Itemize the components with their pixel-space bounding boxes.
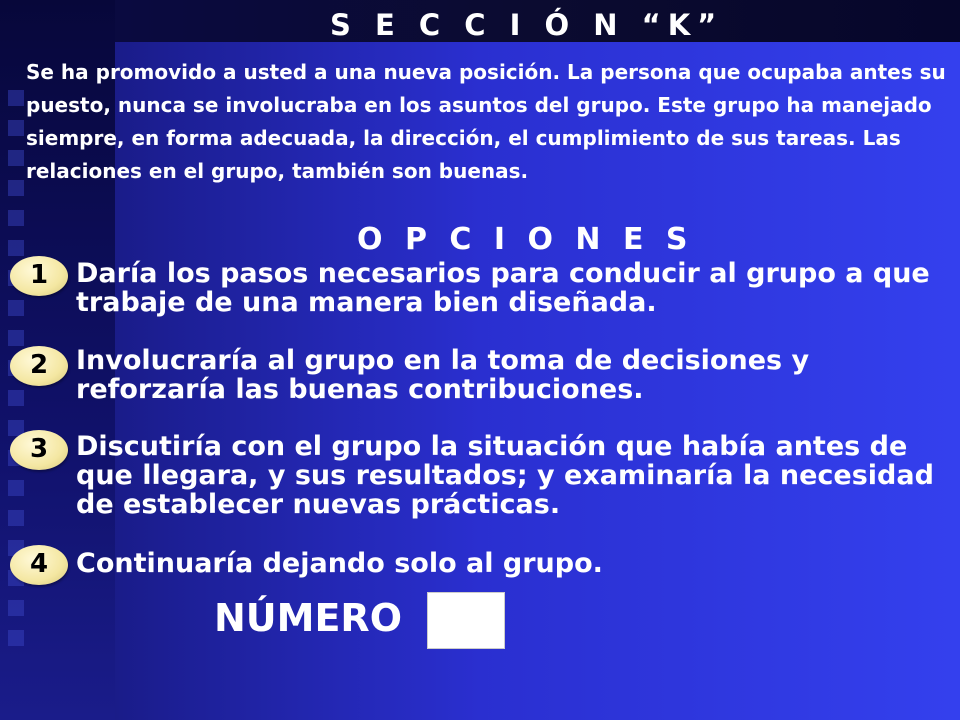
option-number-badge: 3 xyxy=(10,430,68,470)
scenario-text: Se ha promovido a usted a una nueva posición. La persona que ocupaba antes su puesto, nunca se involucraba en los asuntos del grupo. Este grupo ha manejado siempre, en forma adecuada, la dirección, el cumplimiento de sus tareas. Las relaciones en el grupo, también son buenas. xyxy=(26,60,946,183)
option-number-badge: 4 xyxy=(10,545,68,585)
answer-label: NÚMERO xyxy=(214,596,402,640)
decorative-square xyxy=(8,90,24,106)
decorative-square xyxy=(8,330,24,346)
section-title: S E C C I Ó N “K” xyxy=(330,8,724,42)
decorative-square xyxy=(8,180,24,196)
decorative-square xyxy=(8,480,24,496)
decorative-square xyxy=(8,210,24,226)
decorative-square xyxy=(8,240,24,256)
decorative-square xyxy=(8,630,24,646)
option-number-badge: 1 xyxy=(10,256,68,296)
option-text: Involucraría al grupo en la toma de decisiones y reforzaría las buenas contribuciones. xyxy=(76,345,810,405)
decorative-square xyxy=(8,120,24,136)
answer-input-box[interactable] xyxy=(427,592,505,649)
options-title: O P C I O N E S xyxy=(357,222,694,257)
decorative-square xyxy=(8,510,24,526)
decorative-square xyxy=(8,300,24,316)
decorative-square xyxy=(8,150,24,166)
decorative-square xyxy=(8,600,24,616)
option-text: Continuaría dejando solo al grupo. xyxy=(76,548,603,579)
option-number-badge: 2 xyxy=(10,346,68,386)
option-text: Daría los pasos necesarios para conducir al grupo a que trabaje de una manera bien diseñada. xyxy=(76,258,930,318)
option-text: Discutiría con el grupo la situación que había antes de que llegara, y sus resultados; y examinaría la necesidad de establecer nuevas prácticas. xyxy=(76,431,934,520)
decorative-square xyxy=(8,390,24,406)
